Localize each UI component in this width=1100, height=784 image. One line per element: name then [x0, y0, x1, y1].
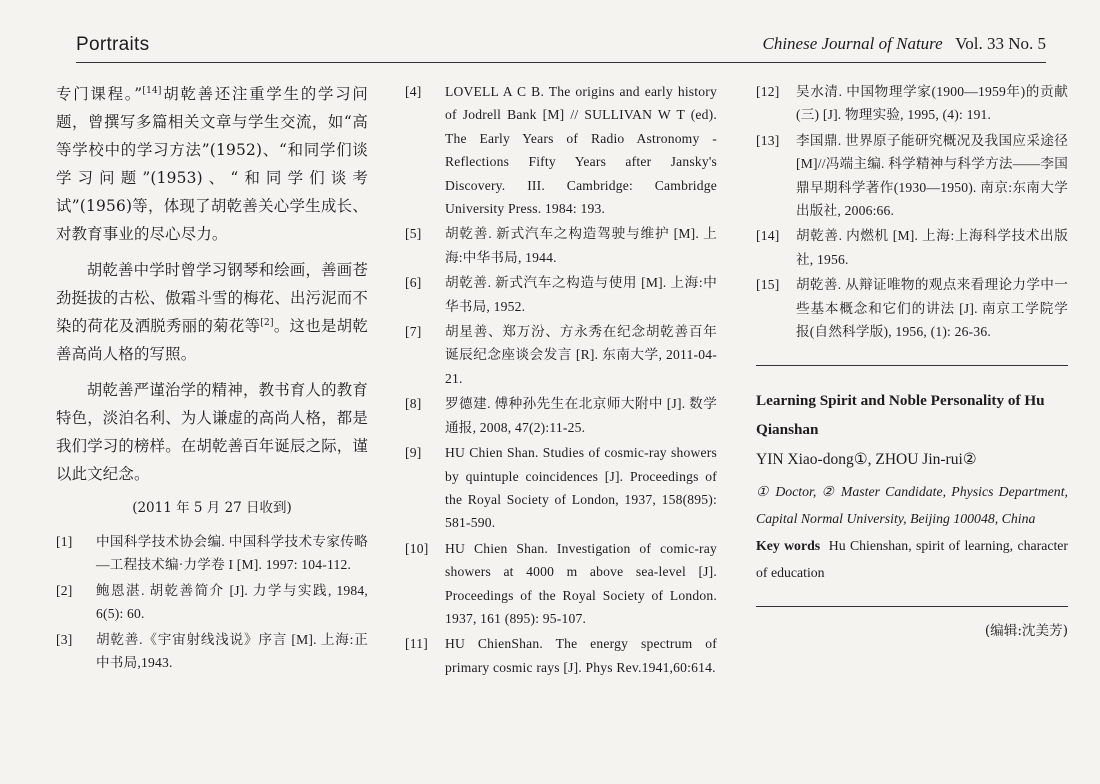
reference-text: LOVELL A C B. The origins and early history of Jodrell Bank [M] // SULLIVAN W T (ed). The Early Years of Radio Astronomy - Reflections Fifty Years after Jansky's Discovery. III. Cambridge: Cambridge University Press. 1984: 193. — [445, 84, 717, 217]
reference-number: [5] — [405, 226, 422, 242]
editor-note: (编辑:沈美芳) — [984, 623, 1068, 640]
reference-text: 鲍恩湛. 胡乾善简介 [J]. 力学与实践, 1984, 6(5): 60. — [96, 582, 368, 622]
english-title: Learning Spirit and Noble Personality of Hu Qianshan — [756, 392, 1045, 439]
reference-text: HU Chien Shan. Investigation of comic-ray showers at 4000 m above sea-level [J]. Proceedings of the Royal Society of London. 1937, 161 (895): 95-107. — [445, 540, 717, 626]
reference-item — [405, 632, 717, 679]
english-affiliation: ① Doctor, ② Master Candidate, Physics Department, Capital Normal University, Beijing 100048, China — [756, 484, 1068, 527]
paragraph-2: 胡乾善中学时曾学习钢琴和绘画，善画苍劲挺拔的古松、傲霜斗雪的梅花、出污泥而不染的荷花及洒脱秀丽的菊花等[2]。这也是胡乾善高尚人格的写照。 — [56, 261, 368, 363]
reference-text: 罗德建. 傅种孙先生在北京师大附中 [J]. 数学通报, 2008, 47(2):11-25. — [445, 396, 717, 435]
reference-item — [405, 392, 717, 439]
reference-item — [405, 441, 717, 535]
reference-item — [405, 222, 717, 269]
reference-text: 中国科学技术协会编. 中国科学技术专家传略—工程技术编·力学卷 I [M]. 1997: 104-112. — [96, 534, 368, 573]
received-date: (2011 年 5 月 27 日收到) — [132, 500, 292, 516]
reference-text: 胡乾善. 内燃机 [M]. 上海:上海科学技术出版社, 1956. — [796, 228, 1068, 267]
reference-text: 李国鼎. 世界原子能研究概况及我国应采途径 [M]//冯端主编. 科学精神与科学方法——李国鼎早期科学著作(1930—1950). 南京:东南大学出版社, 2006:66. — [796, 132, 1068, 219]
reference-item — [756, 273, 1068, 343]
column-3 — [756, 80, 1068, 639]
column-1 — [56, 80, 368, 676]
citation-14: [14] — [142, 85, 162, 96]
reference-text: 胡乾善. 新式汽车之构造驾驶与维护 [M]. 上海:中华书局, 1944. — [445, 226, 717, 265]
reference-text: HU ChienShan. The energy spectrum of primary cosmic rays [J]. Phys Rev.1941,60:614. — [445, 636, 717, 675]
reference-number: [14] — [756, 228, 780, 244]
reference-item — [756, 224, 1068, 271]
divider — [756, 365, 1068, 366]
english-keywords — [756, 532, 1068, 586]
reference-text: HU Chien Shan. Studies of cosmic-ray showers by quintuple coincidences [J]. Proceedings of the Royal Society of London, 1937, 158(895): 581-590. — [445, 445, 717, 531]
reference-text: 胡星善、郑万汾、方永秀在纪念胡乾善百年诞辰纪念座谈会发言 [R]. 东南大学, 2011-04-21. — [445, 324, 717, 386]
reference-number: [9] — [405, 445, 422, 461]
reference-number: [4] — [405, 84, 422, 99]
reference-item — [405, 537, 717, 631]
paragraph-3: 胡乾善严谨治学的精神，教书育人的教育特色，淡泊名利、为人谦虚的高尚人格，都是我们学习的榜样。在胡乾善百年诞辰之际，谨以此文纪念。 — [56, 381, 368, 483]
reference-number: [6] — [405, 275, 422, 291]
volume-issue: Vol. 33 No. 5 — [955, 34, 1046, 53]
reference-item — [405, 271, 717, 318]
reference-item — [405, 80, 717, 220]
divider-bottom — [756, 606, 1068, 607]
reference-item — [56, 579, 368, 626]
reference-number: [1] — [56, 534, 73, 549]
section-name: Portraits — [76, 34, 150, 55]
reference-list-part-3 — [756, 80, 1068, 343]
reference-list-part-2 — [405, 80, 717, 679]
reference-number: [12] — [756, 84, 780, 99]
journal-info — [762, 34, 1046, 54]
reference-number: [3] — [56, 631, 73, 647]
keywords-text: Hu Chienshan, spirit of learning, character of education — [756, 538, 1068, 581]
column-2 — [405, 80, 717, 681]
reference-number: [11] — [405, 636, 428, 652]
reference-text: 胡乾善. 从辩证唯物的观点来看理论力学中一些基本概念和它们的讲法 [J]. 南京工学院学报(自然科学版), 1956, (1): 26-36. — [796, 277, 1068, 340]
reference-number: [15] — [756, 277, 780, 293]
keywords-label: Key words — [756, 538, 821, 554]
reference-item — [56, 628, 368, 675]
reference-item — [756, 129, 1068, 223]
reference-text: 胡乾善. 新式汽车之构造与使用 [M]. 上海:中华书局, 1952. — [445, 275, 717, 314]
reference-item — [56, 530, 368, 577]
reference-number: [8] — [405, 396, 422, 412]
reference-item — [405, 320, 717, 390]
reference-number: [13] — [756, 132, 780, 148]
citation-2: [2] — [260, 317, 274, 328]
reference-number: [7] — [405, 324, 422, 340]
paragraph-1: 专门课程。”[14]胡乾善还注重学生的学习问题，曾撰写多篇相关文章与学生交流，如“高等学校中的学习方法”(1952)、“和同学们谈学习问题”(1953)、“和同学们谈考试”(1956)等，体现了胡乾善关心学生成长、对教育事业的尽心尽力。 — [56, 85, 368, 243]
reference-number: [2] — [56, 582, 73, 598]
english-authors: YIN Xiao-dong①, ZHOU Jin-rui② — [756, 451, 977, 469]
running-header — [76, 30, 1046, 63]
reference-text: 胡乾善.《宇宙射线浅说》序言 [M]. 上海:正中书局,1943. — [96, 631, 368, 671]
journal-name: Chinese Journal of Nature — [762, 34, 943, 53]
reference-list-part-1 — [56, 530, 368, 674]
reference-text: 吴水清. 中国物理学家(1900—1959年)的贡献(三) [J]. 物理实验, 1995, (4): 191. — [796, 84, 1068, 123]
reference-number: [10] — [405, 540, 429, 556]
reference-item — [756, 80, 1068, 127]
